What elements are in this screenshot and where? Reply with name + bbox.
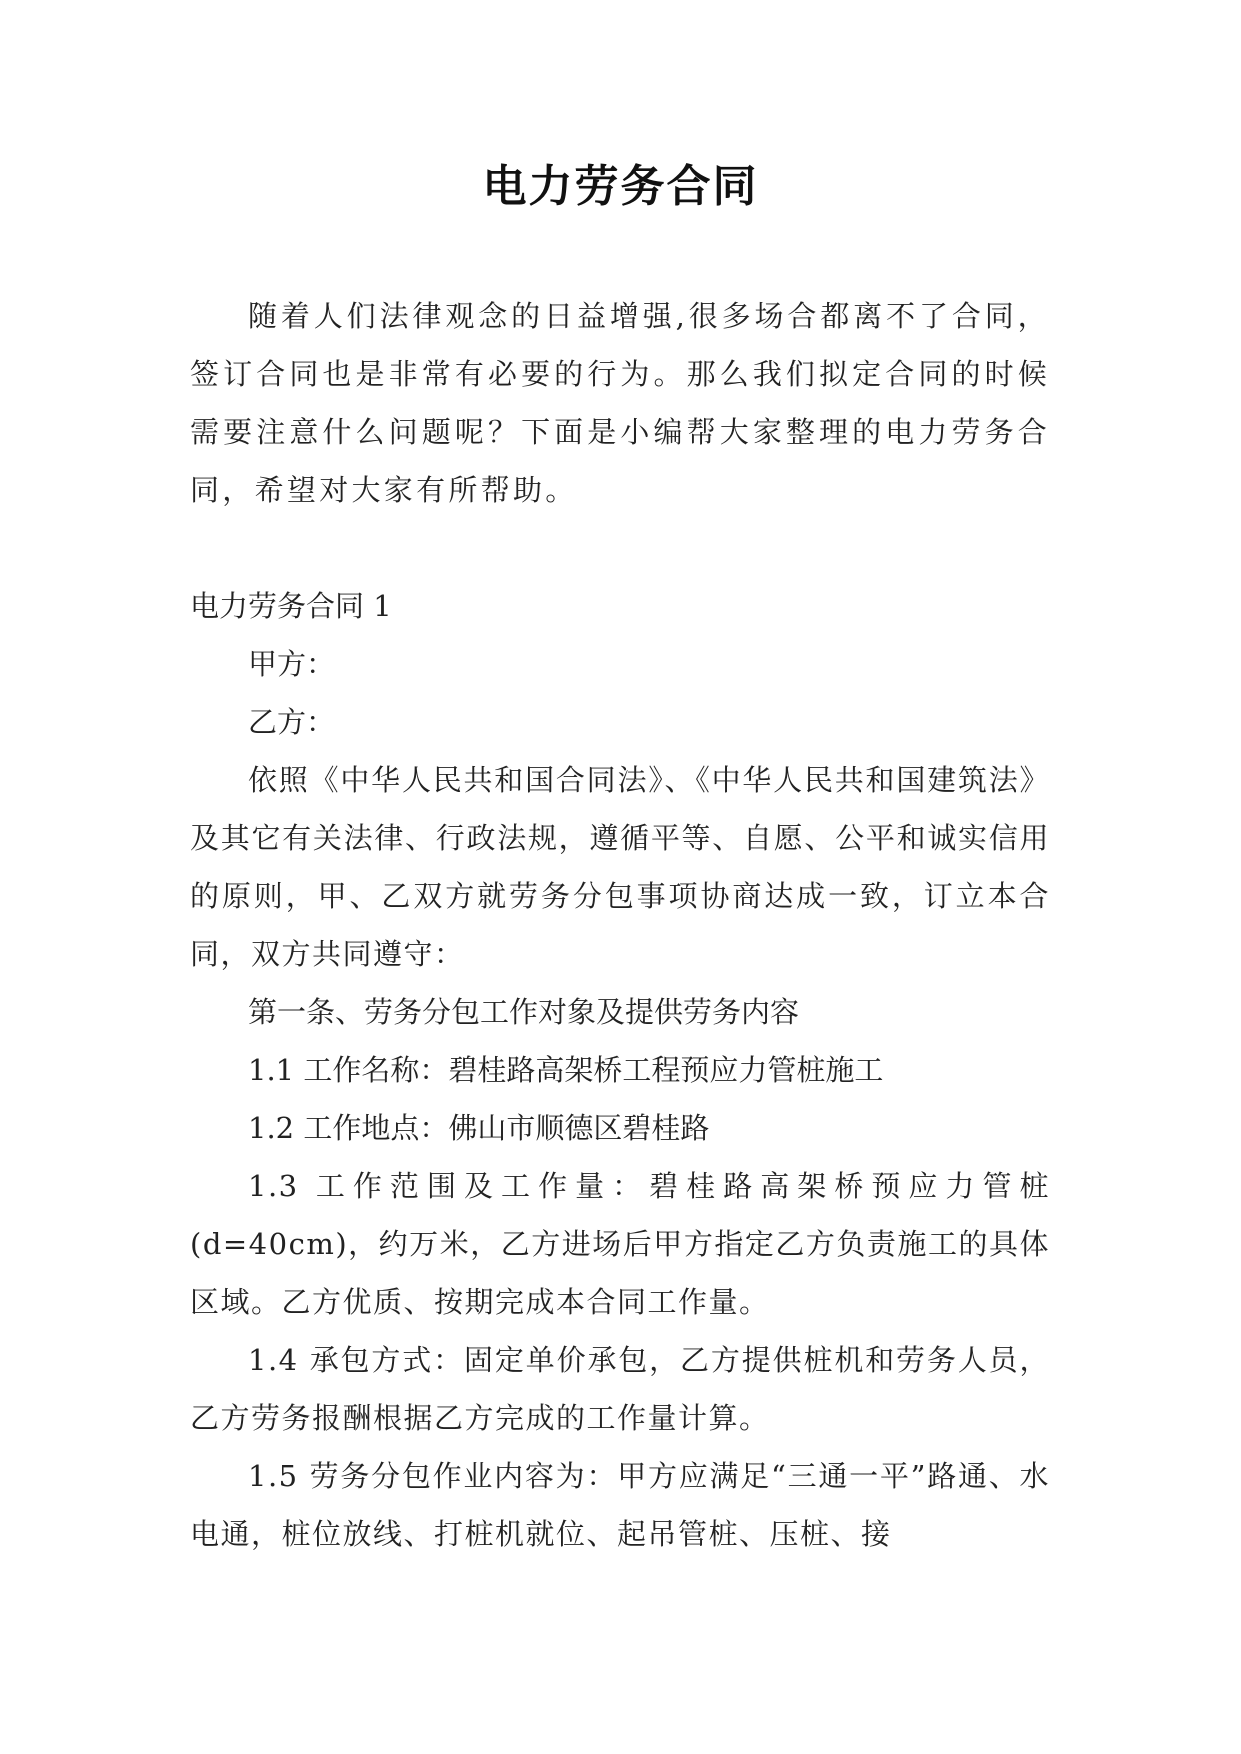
document-title: 电力劳务合同 bbox=[482, 161, 759, 212]
item-1-3: 1.3 工作范围及工作量：碧桂路高架桥预应力管桩(d=40cm)，约万米，乙方进场后甲方指定乙方负责施工的具体区域。乙方优质、按期完成本合同工作量。 bbox=[190, 1169, 1050, 1319]
item-1-2: 1.2 工作地点：佛山市顺德区碧桂路 bbox=[248, 1111, 710, 1145]
item-1-4: 1.4 承包方式：固定单价承包，乙方提供桩机和劳务人员，乙方劳务报酬根据乙方完成的工作量计算。 bbox=[190, 1343, 1050, 1435]
party-a-line: 甲方： bbox=[248, 647, 336, 681]
intro-paragraph: 随着人们法律观念的日益增强,很多场合都离不了合同，签订合同也是非常有必要的行为。那么我们拟定合同的时候需要注意什么问题呢？下面是小编帮大家整理的电力劳务合同，希望对大家有所帮助。 bbox=[190, 299, 1050, 507]
section-heading: 电力劳务合同 1 bbox=[190, 589, 392, 623]
party-b-line: 乙方： bbox=[248, 705, 336, 739]
basis-paragraph: 依照《中华人民共和国合同法》、《中华人民共和国建筑法》及其它有关法律、行政法规，遵循平等、自愿、公平和诚实信用的原则，甲、乙双方就劳务分包事项协商达成一致，订立本合同，双方共同遵守： bbox=[190, 763, 1050, 971]
item-1-5: 1.5 劳务分包作业内容为：甲方应满足“三通一平”路通、水电通，桩位放线、打桩机就位、起吊管桩、压桩、接 bbox=[190, 1459, 1050, 1551]
item-1-1: 1.1 工作名称：碧桂路高架桥工程预应力管桩施工 bbox=[248, 1053, 884, 1087]
document-body bbox=[190, 287, 1050, 1563]
article-1-heading: 第一条、劳务分包工作对象及提供劳务内容 bbox=[248, 995, 800, 1029]
